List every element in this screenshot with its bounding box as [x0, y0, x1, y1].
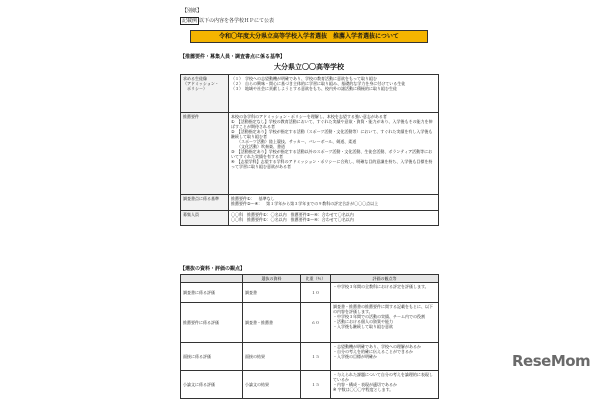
row-content — [229, 211, 439, 226]
attachment-tag: 【別紙】 — [182, 8, 203, 14]
text-line: ・自分の考えを的確に伝えることができるか — [333, 349, 413, 354]
table-row — [181, 75, 439, 113]
section2-title: 【選抜の資料・評価の観点】 — [180, 266, 246, 272]
document-page — [178, 8, 440, 400]
row-label: 推薦要件 — [181, 113, 229, 195]
text-line: ① 【活動指定なし】学校の教育活動において、すぐれた実績や意欲・資質・能力があり、入学後もその能力を伸ばすことが期待される者 — [231, 119, 433, 129]
material-cell: 調査書 — [243, 283, 301, 303]
row-label: 求める生徒像 （アドミッション・ ポリシー） — [181, 75, 229, 113]
text-line: ・内容・構成・表現が適切であるか — [333, 382, 397, 387]
table-row — [181, 113, 439, 195]
text-line: 〇〇科 推薦要件①：〇名以内 推薦要件②～④：合わせて〇名以内 — [231, 217, 354, 222]
table-row — [181, 211, 439, 226]
material-cell: 面接の結果 — [243, 343, 301, 371]
text-line: 本校の各学科のアドミッション・ポリシーを理解し、本校を志望する強い意志がある者 — [231, 114, 387, 119]
item-cell: 推薦要件に係る評価 — [181, 303, 243, 343]
row-content — [229, 113, 439, 195]
table-row — [181, 195, 439, 211]
weight-cell: ６０ — [301, 303, 331, 343]
material-cell: 調査書・推薦書 — [243, 303, 301, 343]
text-line: （スポーツ活動）陸上競技、サッカー、バレーボール、剣道、柔道 — [231, 139, 357, 144]
text-line: ※ 字数は〇〇〇字程度とします。 — [333, 387, 394, 392]
viewpoint-cell — [331, 343, 439, 371]
text-line: ② 【活動指定あり】学校が指定する活動（スポーツ活動・文化活動等）において、すぐれた実績を有し入学後も継続して取り組む者 — [231, 129, 433, 139]
publish-note-line — [180, 18, 274, 24]
requirements-table — [180, 74, 439, 226]
text-line: ③ 【活動指定あり】学校が指定する活動以外のスポーツ活動・文化活動、生徒会活動、ボランティア活動等においてすぐれた実績を有する者 — [231, 149, 433, 159]
text-line: （１） 学校への志望動機が明確であり、学校の教育活動に意欲をもって取り組む — [231, 76, 377, 81]
text-line: 〇〇科 推薦要件①：〇名以内 推薦要件②～④：合わせて〇名以内 — [231, 212, 354, 217]
text-line: （文化活動）吹奏楽、書道 — [231, 144, 285, 149]
evaluation-table — [180, 274, 439, 399]
text-line: （３） 地域や社会に貢献しようとする意欲をもち、校内外の諸活動に積極的に取り組む生徒 — [231, 86, 397, 91]
text-line: ④ 【志望学科】志望する学科のアドミッション・ポリシーに合致し、明確な目的意識を持ち、入学後も目標を持って学習に取り組む意欲がある者 — [231, 159, 433, 169]
text-line: 推薦要件①： 基準なし — [231, 196, 275, 201]
viewpoint-cell — [331, 283, 439, 303]
header-cell-item — [181, 275, 243, 283]
text-line: ・中学校３年間の全教科における評定を評価します。 — [333, 284, 429, 289]
header-cell-viewpoint: 評価の観点等 — [331, 275, 439, 283]
row-label: 募集人員 — [181, 211, 229, 226]
text-line: ・入学後の目標が明確か — [333, 354, 377, 359]
resemom-logo: ReseMom — [512, 352, 591, 370]
material-cell: 小論文の結果 — [243, 371, 301, 399]
item-cell: 調査書に係る評価 — [181, 283, 243, 303]
text-line: ・入学後も継続して取り組む意欲 — [333, 324, 393, 329]
text-line: ・与えられた課題について自分の考えを論理的に表現しているか — [333, 372, 433, 382]
weight-cell: １５ — [301, 371, 331, 399]
row-content — [229, 75, 439, 113]
table-row — [181, 283, 439, 303]
table-row — [181, 303, 439, 343]
item-cell: 面接に係る評価 — [181, 343, 243, 371]
table-header-row — [181, 275, 439, 283]
weight-cell: １０ — [301, 283, 331, 303]
example-label: 記載例 — [182, 18, 198, 24]
text-line: ・志望動機が明確であり、学校への理解があるか — [333, 344, 421, 349]
item-cell: 小論文に係る評価 — [181, 371, 243, 399]
row-content — [229, 195, 439, 211]
text-line: 調査書・推薦書の推薦要件に関する記載をもとに、以下の内容を評価します。 — [333, 304, 433, 314]
table-row — [181, 343, 439, 371]
publish-note: 以下の内容を各学校ＨＰにて公表 — [199, 18, 275, 24]
text-line: 推薦要件②～④： 第１学年から第３学年までの９教科の評定合計が〇〇〇点以上 — [231, 201, 379, 206]
viewpoint-cell — [331, 303, 439, 343]
text-line: （２） 自らの興味・関心に基づき主体的に学習に取り組み、基礎的な学力を身に付けている生徒 — [231, 81, 406, 86]
school-name: 大分県立〇〇高等学校 — [274, 63, 344, 71]
table-row — [181, 371, 439, 399]
title-banner: 令和〇年度大分県立高等学校入学者選抜 推薦入学者選抜について — [190, 30, 428, 43]
weight-cell: １５ — [301, 343, 331, 371]
header-cell-weight: 比重（％） — [301, 275, 331, 283]
row-label: 調査書点に係る基準 — [181, 195, 229, 211]
viewpoint-cell — [331, 371, 439, 399]
section1-title: 【推薦要件・募集人員・調査書点に係る基準】 — [180, 54, 286, 60]
text-line: ・活動における個人の資質や能力 — [333, 319, 393, 324]
text-line: ・中学校３年間での活動の実績、チーム内での役割 — [333, 314, 425, 319]
header-cell-material: 選抜の資料 — [243, 275, 301, 283]
